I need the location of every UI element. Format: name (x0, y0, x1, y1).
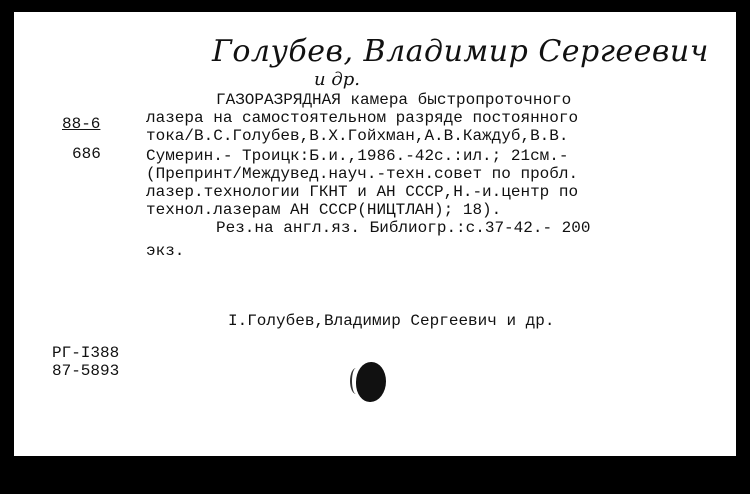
body-line-2: лазера на самостоятельном разряде постоянного (146, 109, 579, 127)
body-line-1: ГАЗОРАЗРЯДНАЯ камера быстропроточного (216, 91, 572, 109)
handwritten-author-name: Голубев, Владимир Сергеевич (212, 34, 709, 69)
accession-number-1: РГ-I388 (52, 344, 120, 362)
body-line-7: технол.лазерам АН СССР(НИЦТЛАН); 18). (146, 201, 502, 219)
body-line-8: Рез.на англ.яз. Библиогр.:с.37-42.- 200 (216, 219, 591, 237)
accession-number-2: 87-5893 (52, 362, 120, 380)
body-line-4: Сумерин.- Троицк:Б.и.,1986.-42с.:ил.; 21см.- (146, 147, 569, 165)
catalog-card (14, 12, 736, 456)
tracing-entry: I.Голубев,Владимир Сергеевич и др. (228, 312, 555, 330)
punch-hole (356, 362, 386, 402)
body-line-6: лазер.технологии ГКНТ и АН СССР,Н.-и.центр по (146, 183, 579, 201)
call-number: 88-6 (62, 115, 101, 133)
body-line-9: экз. (146, 242, 185, 260)
handwritten-addendum: и др. (314, 69, 360, 90)
body-line-3: тока/В.С.Голубев,В.Х.Гойхман,А.В.Каждуб,В.В. (146, 127, 569, 145)
call-code: 686 (72, 145, 101, 163)
body-line-5: (Препринт/Междувед.науч.-техн.совет по пробл. (146, 165, 579, 183)
